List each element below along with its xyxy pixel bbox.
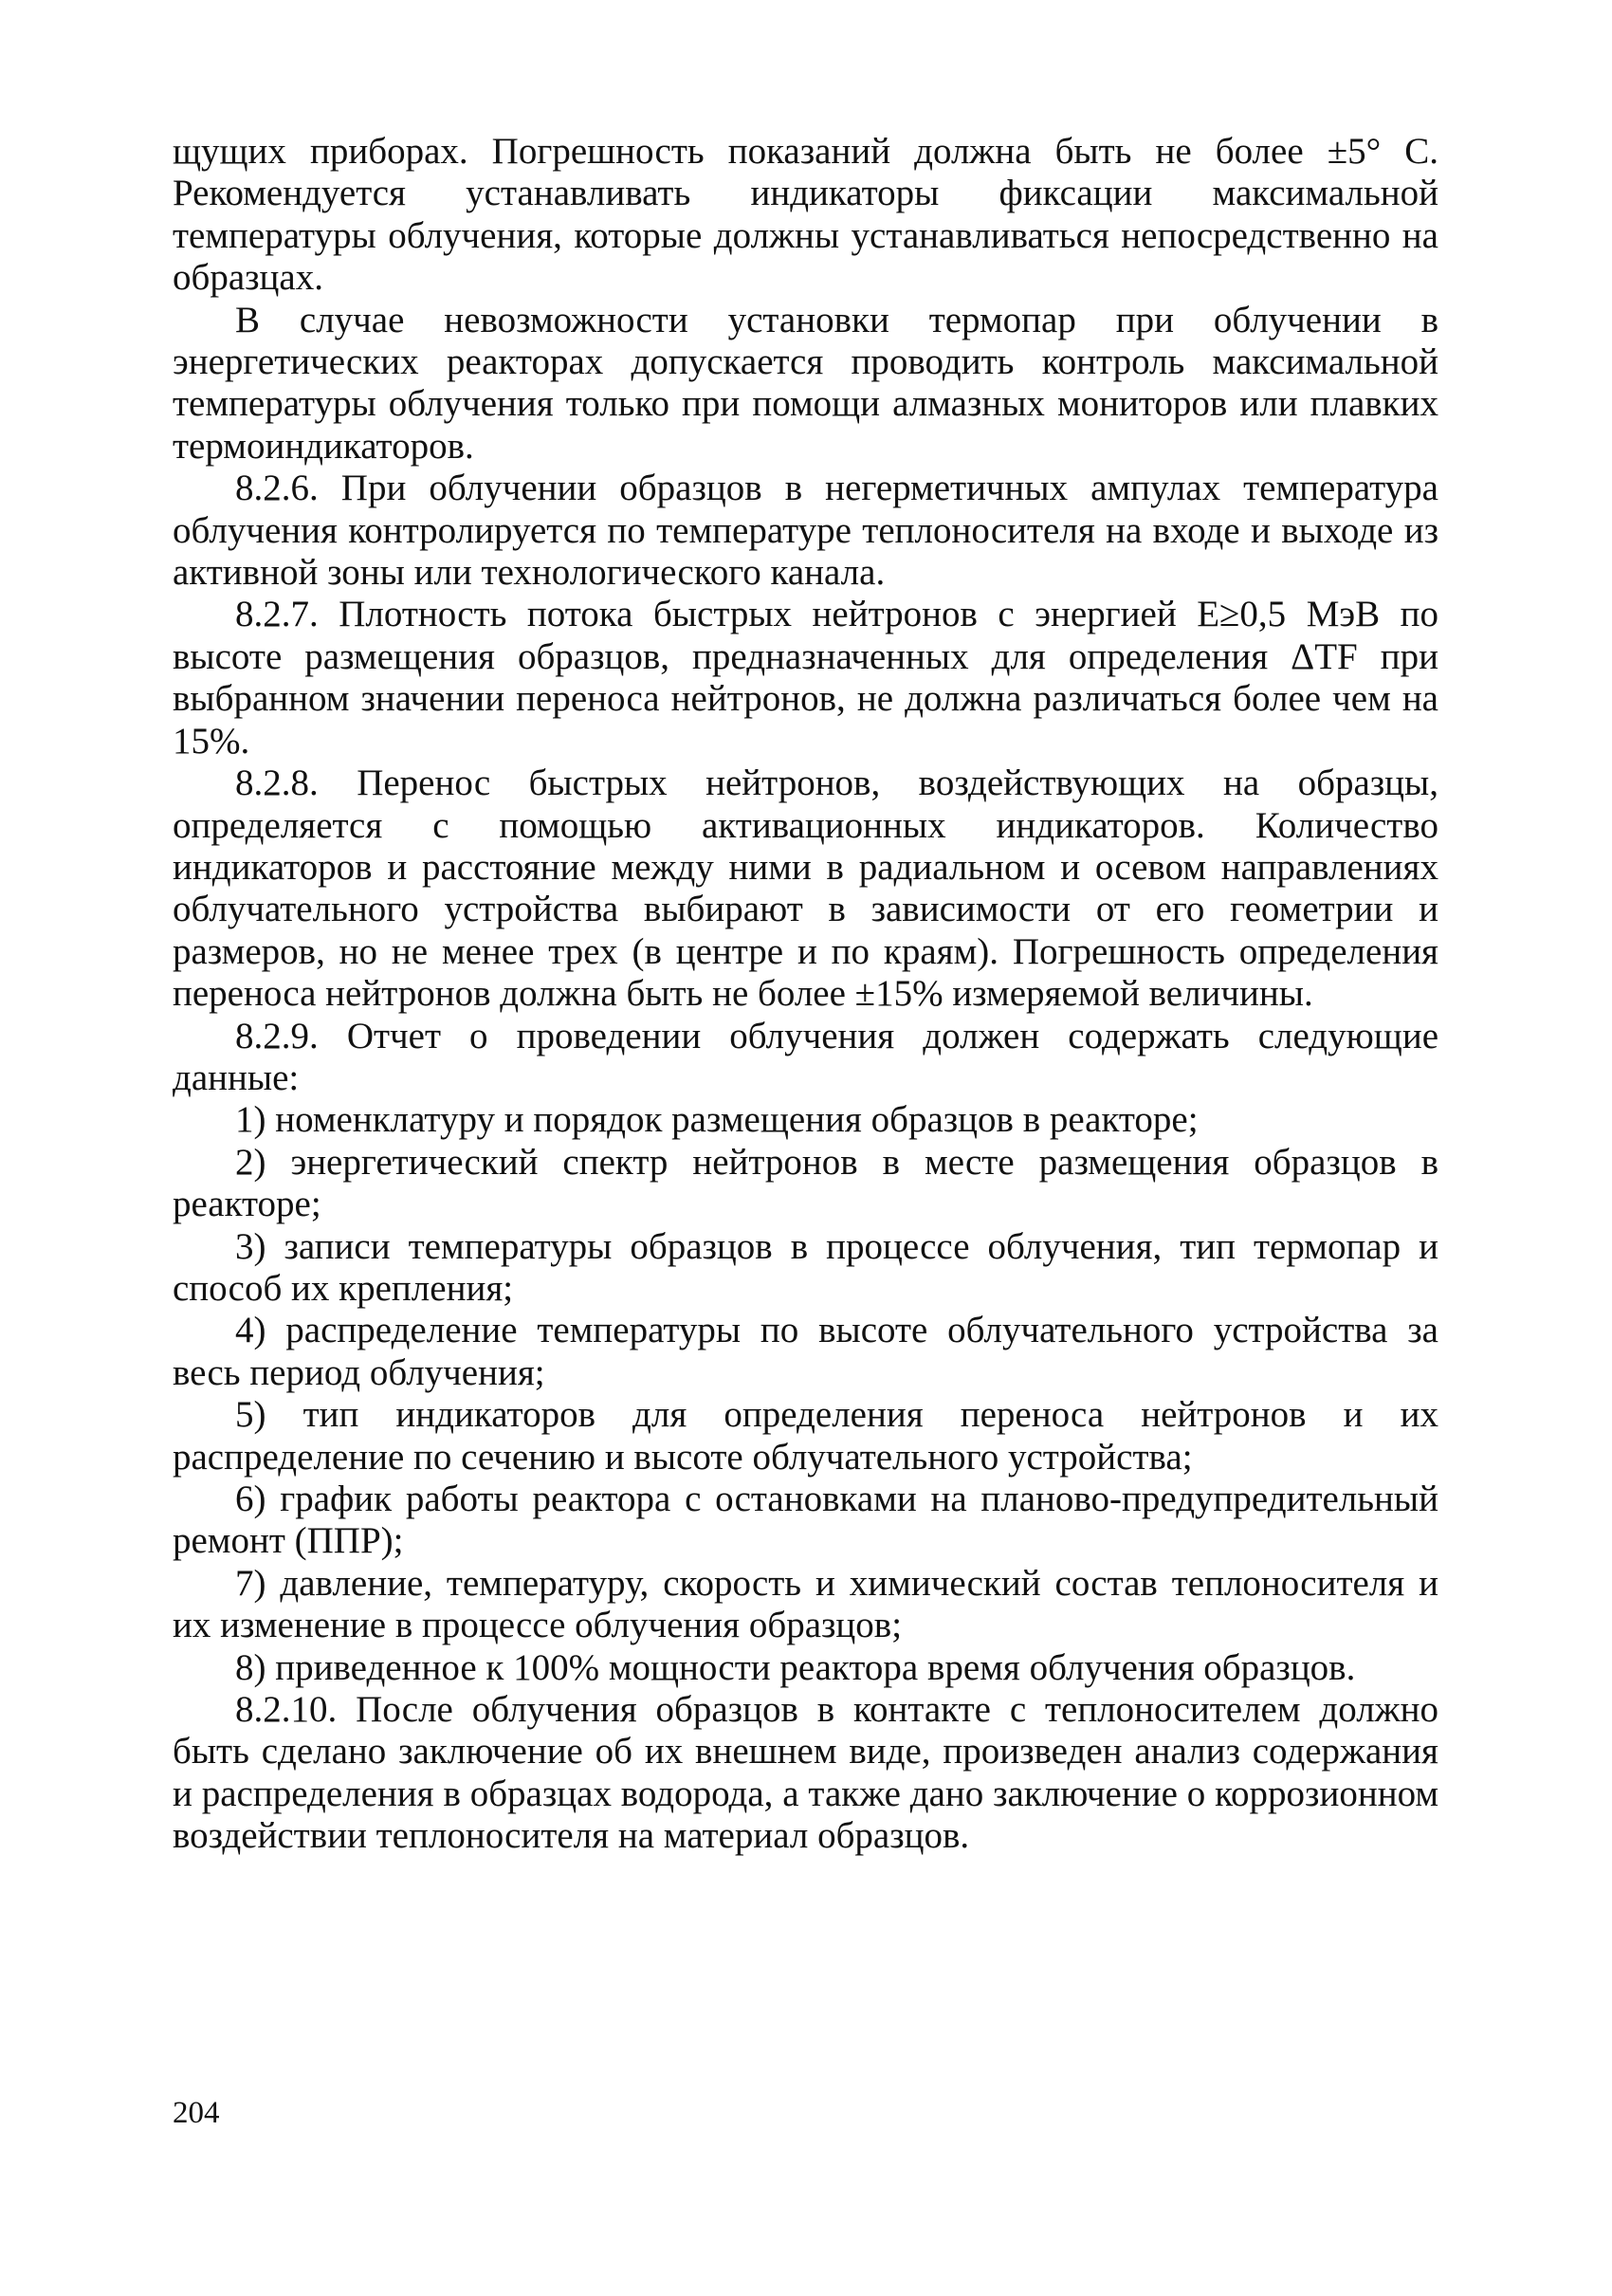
page-body	[173, 131, 1438, 1858]
list-item-7: 7) давление, температуру, скорость и химический состав теплоносителя и их изменение в процессе облучения образцов;	[173, 1562, 1438, 1646]
list-item-6: 6) график работы реактора с остановками на планово-предупредительный ремонт (ППР);	[173, 1479, 1438, 1562]
list-item-4: 4) распределение температуры по высоте облучательного устройства за весь период облучения;	[173, 1310, 1438, 1393]
page-number: 204	[173, 2096, 220, 2130]
paragraph-8-2-6: 8.2.6. При облучении образцов в негерметичных ампулах температура облучения контролируется по температуре теплоносителя на входе и выходе из активной зоны или технологического канала.	[173, 468, 1438, 594]
list-item-2: 2) энергетический спектр нейтронов в месте размещения образцов в реакторе;	[173, 1141, 1438, 1225]
list-item-8: 8) приведенное к 100% мощности реактора время облучения образцов.	[235, 1646, 1356, 1688]
paragraph-continuation: щущих приборах. Погрешность показаний должна быть не более ±5° С. Рекомендуется устанавливать индикаторы фиксации максимальной температуры облучения, которые должны устанавливаться непосредственно на образцах.	[173, 131, 1438, 299]
list-item-3: 3) записи температуры образцов в процессе облучения, тип термопар и способ их крепления;	[173, 1225, 1438, 1309]
paragraph-8-2-8: 8.2.8. Перенос быстрых нейтронов, воздействующих на образцы, определяется с помощью активационных индикаторов. Количество индикаторов и расстояние между ними в радиальном и осевом направлениях облучательного устройства выбирают в зависимости от его геометрии и размеров, но не менее трех (в центре и по краям). Погрешность определения переноса нейтронов должна быть не более ±15% измеряемой величины.	[173, 762, 1438, 1015]
paragraph-8-2-7: 8.2.7. Плотность потока быстрых нейтронов с энергией E≥0,5 МэВ по высоте размещения образцов, предназначенных для определения ΔTF при выбранном значении переноса нейтронов, не должна различаться более чем на 15%.	[173, 594, 1438, 762]
list-item-1: 1) номенклатуру и порядок размещения образцов в реакторе;	[235, 1099, 1199, 1141]
paragraph-8-2-10: 8.2.10. После облучения образцов в контакте с теплоносителем должно быть сделано заключение об их внешнем виде, произведен анализ содержания и распределения в образцах водорода, а также дано заключение о коррозионном воздействии теплоносителя на материал образцов.	[173, 1689, 1438, 1857]
list-item-5: 5) тип индикаторов для определения переноса нейтронов и их распределение по сечению и высоте облучательного устройства;	[173, 1394, 1438, 1478]
paragraph-8-2-9: 8.2.9. Отчет о проведении облучения должен содержать следующие данные:	[173, 1015, 1438, 1098]
paragraph-thermocouple-alternative: В случае невозможности установки термопар при облучении в энергетических реакторах допускается проводить контроль максимальной температуры облучения только при помощи алмазных мониторов или плавких термоиндикаторов.	[173, 299, 1438, 467]
